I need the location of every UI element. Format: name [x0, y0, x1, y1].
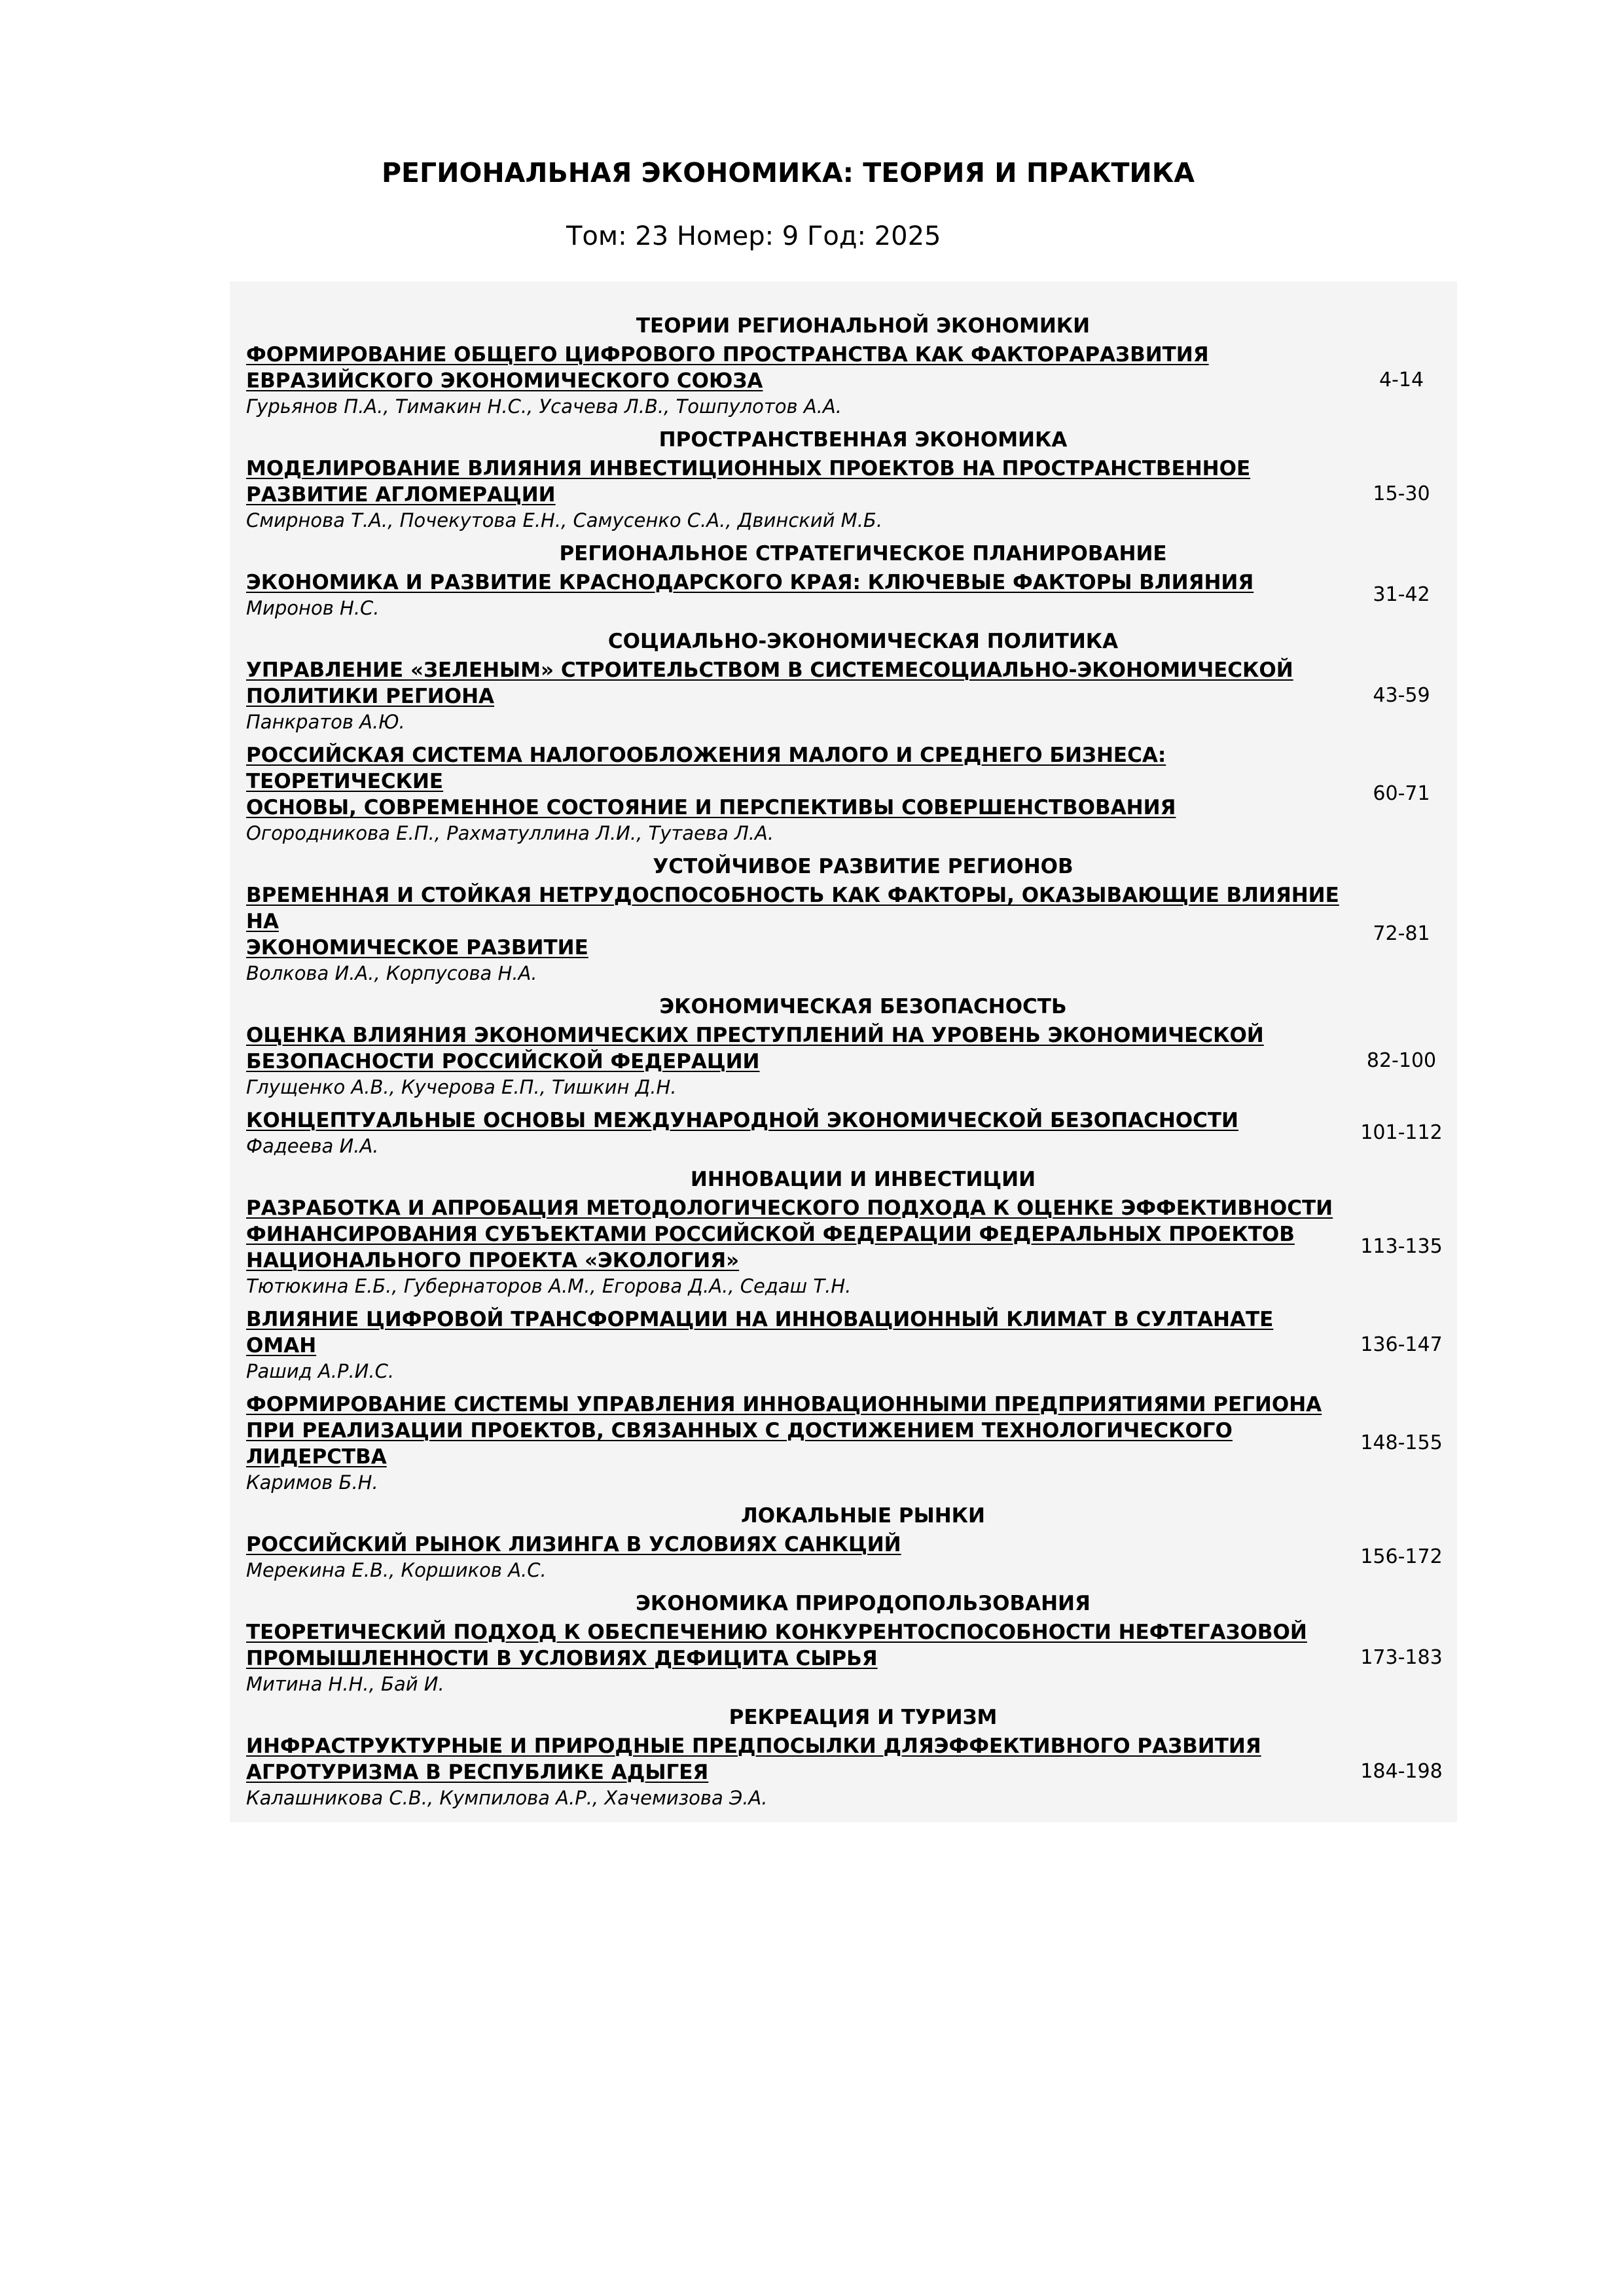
section-heading: ПРОСТРАНСТВЕННАЯ ЭКОНОМИКА: [659, 428, 1068, 452]
article-pages: 43-59: [1373, 684, 1430, 707]
section-heading: СОЦИАЛЬНО-ЭКОНОМИЧЕСКАЯ ПОЛИТИКА: [607, 630, 1119, 653]
article-authors: Фадеева И.А.: [246, 1135, 379, 1157]
section-heading: РЕКРЕАЦИЯ И ТУРИЗМ: [729, 1706, 998, 1729]
article-title-line: РАЗРАБОТКА И АПРОБАЦИЯ МЕТОДОЛОГИЧЕСКОГО ПОДХОДА К ОЦЕНКЕ ЭФФЕКТИВНОСТИ: [246, 1196, 1333, 1220]
article-text: [246, 1532, 1346, 1583]
article-title-link[interactable]: [246, 569, 1346, 596]
article-title-line: ПРОМЫШЛЕННОСТИ В УСЛОВИЯХ ДЕФИЦИТА СЫРЬЯ: [246, 1647, 878, 1670]
article-text: [246, 1391, 1346, 1495]
article-title-link[interactable]: [246, 1195, 1346, 1274]
article-entry: [246, 1619, 1457, 1696]
article-text: [246, 882, 1346, 986]
article-title-line: БЕЗОПАСНОСТИ РОССИЙСКОЙ ФЕДЕРАЦИИ: [246, 1050, 760, 1073]
article-text: [246, 657, 1346, 734]
article-title-link[interactable]: [246, 1619, 1346, 1672]
section-heading: УСТОЙЧИВОЕ РАЗВИТИЕ РЕГИОНОВ: [653, 855, 1074, 878]
article-title-line: ФОРМИРОВАНИЕ ОБЩЕГО ЦИФРОВОГО ПРОСТРАНСТВА КАК ФАКТОРАРАЗВИТИЯ: [246, 343, 1209, 367]
issue-info: Том: 23 Номер: 9 Год: 2025: [566, 221, 941, 251]
article-title-line: ОСНОВЫ, СОВРЕМЕННОЕ СОСТОЯНИЕ И ПЕРСПЕКТИВЫ СОВЕРШЕНСТВОВАНИЯ: [246, 796, 1176, 819]
article-authors: Глущенко А.В., Кучерова Е.П., Тишкин Д.Н.: [246, 1076, 677, 1098]
article-title-line: ЭКОНОМИКА И РАЗВИТИЕ КРАСНОДАРСКОГО КРАЯ: КЛЮЧЕВЫЕ ФАКТОРЫ ВЛИЯНИЯ: [246, 571, 1254, 594]
article-title-link[interactable]: [246, 742, 1346, 821]
article-text: [246, 1107, 1346, 1158]
article-entry: [246, 342, 1457, 419]
article-title-line: ФОРМИРОВАНИЕ СИСТЕМЫ УПРАВЛЕНИЯ ИННОВАЦИОННЫМИ ПРЕДПРИЯТИЯМИ РЕГИОНА: [246, 1393, 1322, 1416]
article-title-line: МОДЕЛИРОВАНИЕ ВЛИЯНИЯ ИНВЕСТИЦИОННЫХ ПРОЕКТОВ НА ПРОСТРАНСТВЕННОЕ: [246, 457, 1251, 480]
section-heading: ЛОКАЛЬНЫЕ РЫНКИ: [741, 1504, 985, 1528]
article-title-line: ЭКОНОМИЧЕСКОЕ РАЗВИТИЕ: [246, 936, 588, 960]
article-title-line: ЕВРАЗИЙСКОГО ЭКОНОМИЧЕСКОГО СОЮЗА: [246, 369, 763, 393]
article-text: [246, 456, 1346, 533]
article-title-link[interactable]: [246, 1022, 1346, 1075]
article-text: [246, 1619, 1346, 1696]
article-entry: [246, 1107, 1457, 1158]
article-authors: Тютюкина Е.Б., Губернаторов А.М., Егорова Д.А., Седаш Т.Н.: [246, 1275, 852, 1297]
article-entry: [246, 1022, 1457, 1100]
article-title-link[interactable]: [246, 1306, 1346, 1359]
article-title-line: НАЦИОНАЛЬНОГО ПРОЕКТА «ЭКОЛОГИЯ»: [246, 1249, 740, 1272]
article-pages: 148-155: [1360, 1431, 1443, 1454]
table-of-contents: [230, 281, 1457, 1822]
article-authors: Волкова И.А., Корпусова Н.А.: [246, 962, 537, 984]
article-entry: [246, 456, 1457, 533]
article-title-line: РОССИЙСКАЯ СИСТЕМА НАЛОГООБЛОЖЕНИЯ МАЛОГО И СРЕДНЕГО БИЗНЕСА: ТЕОРЕТИЧЕСКИЕ: [246, 744, 1166, 793]
article-text: [246, 742, 1346, 846]
article-text: [246, 1195, 1346, 1299]
article-pages: 60-71: [1373, 782, 1430, 805]
article-entry: [246, 882, 1457, 986]
article-text: [246, 1022, 1346, 1100]
article-title-line: ВРЕМЕННАЯ И СТОЙКАЯ НЕТРУДОСПОСОБНОСТЬ КАК ФАКТОРЫ, ОКАЗЫВАЮЩИЕ ВЛИЯНИЕ НА: [246, 884, 1339, 933]
article-authors: Миронов Н.С.: [246, 597, 380, 619]
article-authors: Рашид А.Р.И.С.: [246, 1360, 395, 1382]
article-entry: [246, 657, 1457, 734]
article-title-line: РОССИЙСКИЙ РЫНОК ЛИЗИНГА В УСЛОВИЯХ САНКЦИЙ: [246, 1533, 901, 1556]
section-heading: РЕГИОНАЛЬНОЕ СТРАТЕГИЧЕСКОЕ ПЛАНИРОВАНИЕ: [559, 542, 1167, 565]
article-entry: [246, 742, 1457, 846]
section-heading: ТЕОРИИ РЕГИОНАЛЬНОЙ ЭКОНОМИКИ: [636, 314, 1091, 338]
journal-title: РЕГИОНАЛЬНАЯ ЭКОНОМИКА: ТЕОРИЯ И ПРАКТИКА: [382, 157, 1195, 188]
article-title-link[interactable]: [246, 342, 1346, 394]
article-title-line: ПРИ РЕАЛИЗАЦИИ ПРОЕКТОВ, СВЯЗАННЫХ С ДОСТИЖЕНИЕМ ТЕХНОЛОГИЧЕСКОГО ЛИДЕРСТВА: [246, 1419, 1233, 1469]
article-text: [246, 342, 1346, 419]
article-authors: Мерекина Е.В., Коршиков А.С.: [246, 1559, 547, 1581]
article-title-link[interactable]: [246, 1733, 1346, 1785]
article-authors: Калашникова С.В., Кумпилова А.Р., Хачемизова Э.А.: [246, 1787, 768, 1809]
article-title-line: КОНЦЕПТУАЛЬНЫЕ ОСНОВЫ МЕЖДУНАРОДНОЙ ЭКОНОМИЧЕСКОЙ БЕЗОПАСНОСТИ: [246, 1109, 1238, 1132]
article-title-line: ТЕОРЕТИЧЕСКИЙ ПОДХОД К ОБЕСПЕЧЕНИЮ КОНКУРЕНТОСПОСОБНОСТИ НЕФТЕГАЗОВОЙ: [246, 1621, 1307, 1644]
article-title-line: ФИНАНСИРОВАНИЯ СУБЪЕКТАМИ РОССИЙСКОЙ ФЕДЕРАЦИИ ФЕДЕРАЛЬНЫХ ПРОЕКТОВ: [246, 1223, 1295, 1246]
article-pages: 82-100: [1366, 1049, 1437, 1072]
article-pages: 113-135: [1360, 1235, 1443, 1258]
article-authors: Огородникова Е.П., Рахматуллина Л.И., Тутаева Л.А.: [246, 822, 774, 844]
article-title-line: ВЛИЯНИЕ ЦИФРОВОЙ ТРАНСФОРМАЦИИ НА ИННОВАЦИОННЫЙ КЛИМАТ В СУЛТАНАТЕ ОМАН: [246, 1308, 1274, 1357]
article-title-line: ПОЛИТИКИ РЕГИОНА: [246, 685, 495, 708]
section-heading: ЭКОНОМИКА ПРИРОДОПОЛЬЗОВАНИЯ: [636, 1592, 1091, 1615]
article-entry: [246, 1391, 1457, 1495]
article-pages: 72-81: [1373, 922, 1430, 945]
article-title-link[interactable]: [246, 456, 1346, 508]
article-pages: 4-14: [1379, 368, 1424, 391]
article-title-link[interactable]: [246, 657, 1346, 709]
article-pages: 184-198: [1360, 1760, 1443, 1783]
article-pages: 31-42: [1373, 583, 1430, 606]
section-heading: ИННОВАЦИИ И ИНВЕСТИЦИИ: [690, 1168, 1036, 1191]
article-entry: [246, 1306, 1457, 1384]
article-pages: 15-30: [1373, 482, 1430, 505]
article-title-line: ИНФРАСТРУКТУРНЫЕ И ПРИРОДНЫЕ ПРЕДПОСЫЛКИ ДЛЯЭФФЕКТИВНОГО РАЗВИТИЯ: [246, 1734, 1261, 1758]
article-title-link[interactable]: [246, 1532, 1346, 1558]
article-entry: [246, 1733, 1457, 1810]
article-authors: Смирнова Т.А., Почекутова Е.Н., Самусенко С.А., Двинский М.Б.: [246, 509, 883, 531]
article-text: [246, 1733, 1346, 1810]
article-title-line: РАЗВИТИЕ АГЛОМЕРАЦИИ: [246, 483, 556, 507]
article-title-line: АГРОТУРИЗМА В РЕСПУБЛИКЕ АДЫГЕЯ: [246, 1761, 709, 1784]
article-title-line: ОЦЕНКА ВЛИЯНИЯ ЭКОНОМИЧЕСКИХ ПРЕСТУПЛЕНИЙ НА УРОВЕНЬ ЭКОНОМИЧЕСКОЙ: [246, 1024, 1264, 1047]
article-text: [246, 569, 1346, 620]
article-authors: Каримов Б.Н.: [246, 1471, 378, 1494]
article-authors: Панкратов А.Ю.: [246, 711, 405, 733]
article-entry: [246, 569, 1457, 620]
article-title-line: УПРАВЛЕНИЕ «ЗЕЛЕНЫМ» СТРОИТЕЛЬСТВОМ В СИСТЕМЕСОЦИАЛЬНО-ЭКОНОМИЧЕСКОЙ: [246, 658, 1293, 682]
article-pages: 156-172: [1360, 1545, 1443, 1568]
article-title-link[interactable]: [246, 882, 1346, 961]
article-pages: 173-183: [1360, 1646, 1443, 1669]
article-entry: [246, 1532, 1457, 1583]
section-heading: ЭКОНОМИЧЕСКАЯ БЕЗОПАСНОСТЬ: [659, 995, 1067, 1018]
article-authors: Гурьянов П.А., Тимакин Н.С., Усачева Л.В., Тошпулотов А.А.: [246, 395, 842, 418]
article-title-link[interactable]: [246, 1391, 1346, 1470]
article-pages: 136-147: [1360, 1333, 1443, 1356]
article-entry: [246, 1195, 1457, 1299]
article-title-link[interactable]: [246, 1107, 1346, 1134]
article-authors: Митина Н.Н., Бай И.: [246, 1673, 444, 1695]
article-text: [246, 1306, 1346, 1384]
article-pages: 101-112: [1360, 1121, 1443, 1144]
